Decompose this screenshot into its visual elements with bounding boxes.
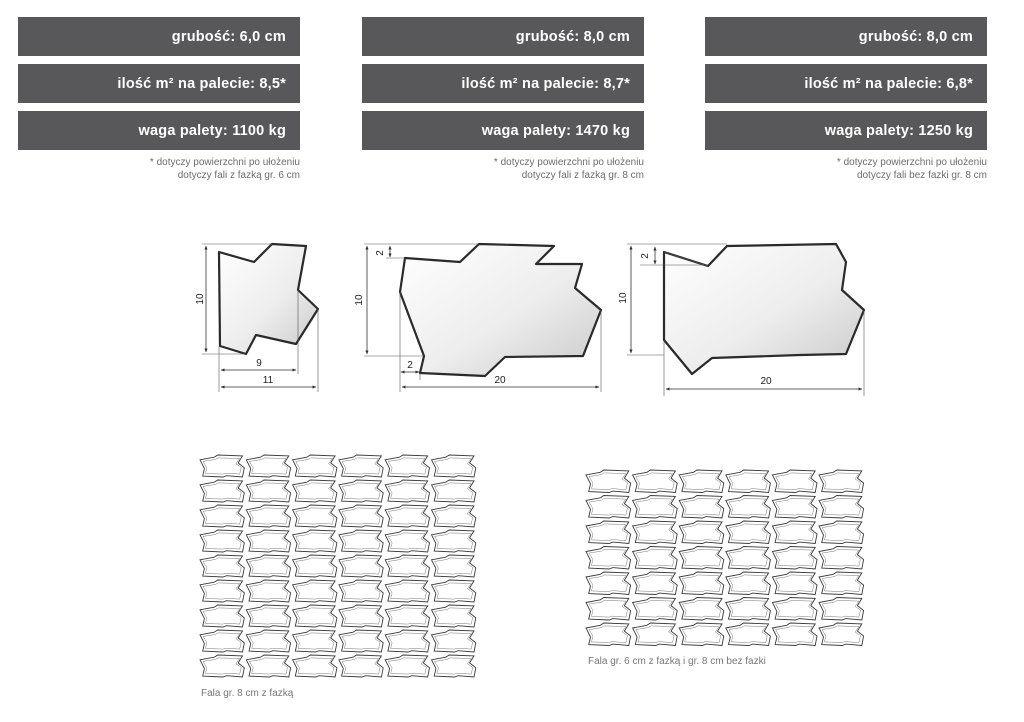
dim-half-height: 10 [195, 293, 206, 305]
thickness-label: grubość: 8,0 cm [515, 28, 630, 45]
dim-full-height: 10 [354, 294, 365, 306]
dim-full-offset-h: 2 [407, 360, 413, 371]
footnote-line-2: dotyczy fali z fazką gr. 8 cm [521, 170, 644, 181]
no-chamfer-paver-shape [664, 244, 864, 374]
footnote-line-2: dotyczy fali z fazką gr. 6 cm [177, 170, 300, 181]
half-paver-drawing [195, 244, 318, 392]
caption-right-pattern: Fala gr. 6 cm z fazką i gr. 8 cm bez fazki [588, 656, 766, 667]
caption-left-pattern: Fala gr. 8 cm z fazką [201, 688, 294, 699]
per-pallet-label: ilość m² na palecie: 8,5* [117, 75, 286, 92]
weight-label: waga palety: 1100 kg [138, 122, 286, 139]
per-pallet-label: ilość m² na palecie: 6,8* [804, 75, 973, 92]
no-chamfer-paver-drawing [618, 244, 864, 396]
footnote-line-1: * dotyczy powierzchni po ułożeniu [493, 157, 644, 168]
weight-label: waga palety: 1470 kg [481, 122, 630, 139]
dim-nochamfer-height: 10 [618, 292, 629, 304]
dim-half-outer-width: 11 [262, 375, 274, 386]
footnote-line-1: * dotyczy powierzchni po ułożeniu [149, 157, 300, 168]
dim-full-offset-v: 2 [375, 250, 386, 256]
thickness-label: grubość: 6,0 cm [171, 28, 286, 45]
full-paver-shape [400, 244, 601, 376]
footnote-line-2: dotyczy fali bez fazki gr. 8 cm [856, 170, 987, 181]
laying-pattern-6cm-and-8cm [586, 470, 864, 646]
weight-label: waga palety: 1250 kg [824, 122, 973, 139]
dim-nochamfer-width: 20 [760, 376, 772, 387]
dim-half-inner-width: 9 [256, 358, 262, 369]
dim-full-width: 20 [494, 375, 506, 386]
footnote-line-1: * dotyczy powierzchni po ułożeniu [836, 157, 987, 168]
dim-nochamfer-offset-v: 2 [640, 253, 651, 259]
thickness-label: grubość: 8,0 cm [858, 28, 973, 45]
per-pallet-label: ilość m² na palecie: 8,7* [461, 75, 630, 92]
half-paver-shape [219, 244, 318, 354]
full-paver-drawing [354, 244, 601, 392]
laying-pattern-8cm-chamfer [200, 455, 476, 677]
